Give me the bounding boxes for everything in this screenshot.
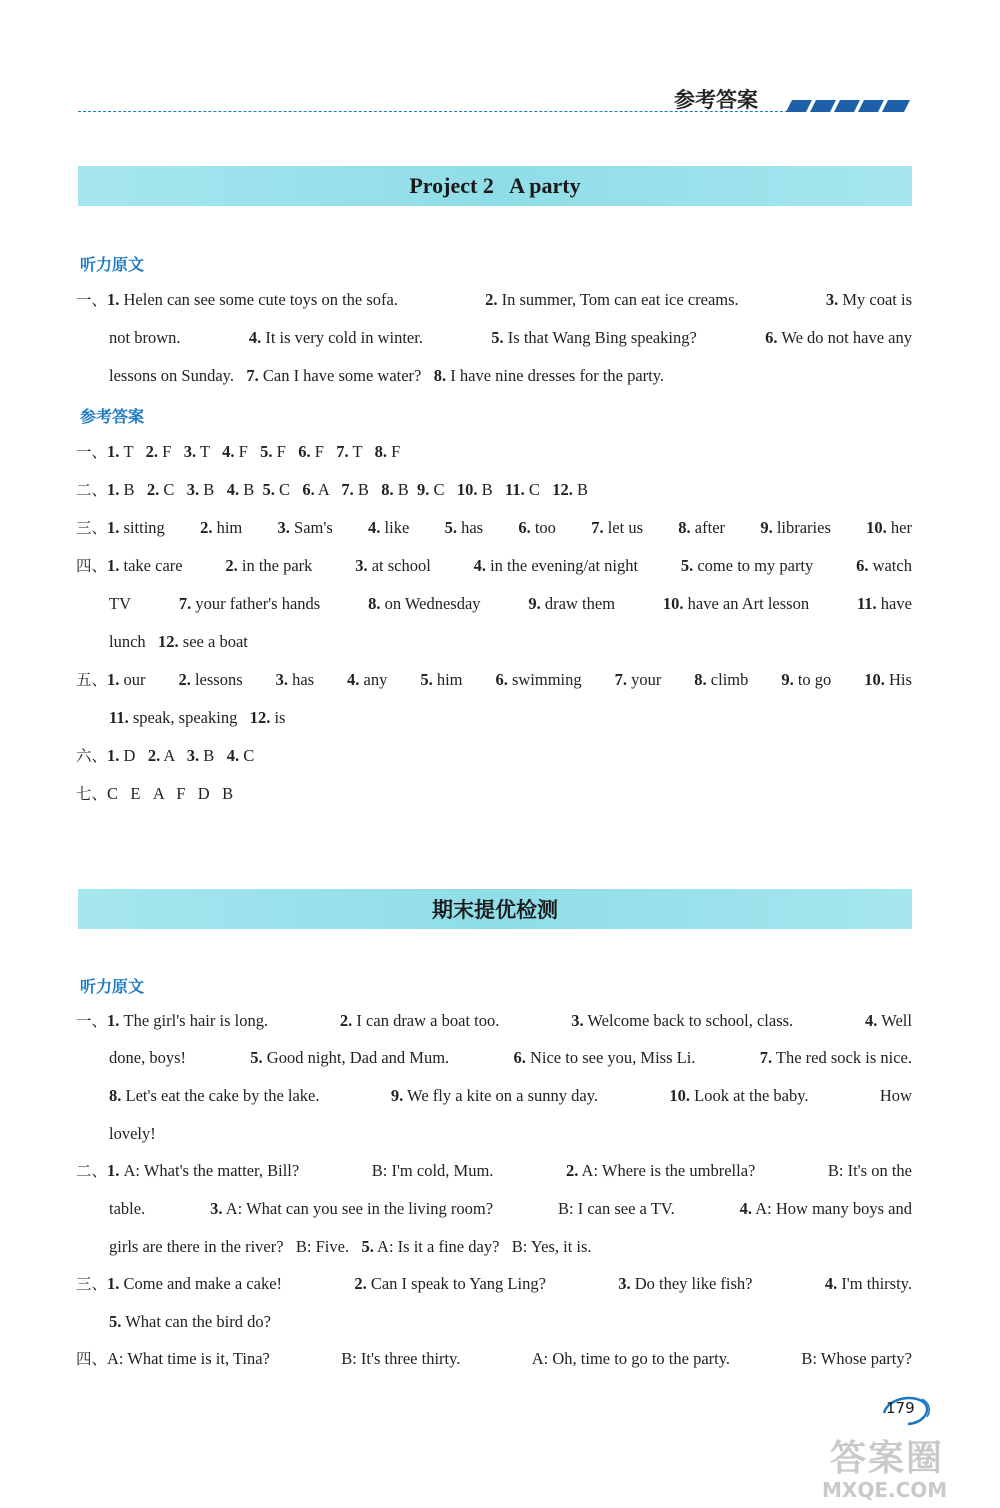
answer-line: 11. speak, speaking 12. is	[109, 708, 286, 727]
answer-line: TV 7. your father's hands 8. on Wednesday 9. draw them 10. have an Art lesson 11. have	[109, 594, 912, 613]
watermark	[822, 1430, 997, 1505]
listening-line: lessons on Sunday. 7. Can I have some water? 8. I have nine dresses for the party.	[109, 366, 665, 385]
answers-heading: 参考答案	[80, 407, 145, 426]
listening-line: 8. Let's eat the cake by the lake. 9. We fly a kite on a sunny day. 10. Look at the baby. How	[109, 1086, 912, 1105]
listening-line: not brown. 4. It is very cold in winter. 5. Is that Wang Bing speaking? 6. We do not have any	[109, 328, 912, 347]
listening-heading: 听力原文	[80, 255, 145, 274]
listening-line: lovely!	[109, 1124, 156, 1143]
answer-line: lunch 12. see a boat	[109, 632, 248, 651]
header-title: 参考答案	[674, 88, 758, 112]
page-number-badge	[878, 1391, 932, 1427]
listening-line: table. 3. A: What can you see in the living room? B: I can see a TV. 4. A: How many boys and	[109, 1199, 912, 1218]
answer-line: 七、C E A F D B	[76, 784, 234, 803]
answer-line: 五、1. our 2. lessons 3. has 4. any 5. him 6. swimming 7. your 8. climb 9. to go 10. His	[76, 670, 912, 689]
answer-line: 四、1. take care 2. in the park 3. at school 4. in the evening/at night 5. come to my party 6. watch	[76, 556, 912, 575]
listening-line: 5. What can the bird do?	[109, 1312, 271, 1331]
section-title: 期末提优检测	[432, 898, 558, 922]
listening-line: 四、A: What time is it, Tina? B: It's three thirty. A: Oh, time to go to the party. B: Whose party?	[76, 1349, 912, 1368]
answer-line: 一、1. T 2. F 3. T 4. F 5. F 6. F 7. T 8. F	[76, 442, 401, 461]
section-banner-project2	[78, 166, 912, 206]
section-banner-final-test	[78, 889, 912, 929]
header-stripes-decoration	[782, 98, 912, 114]
section-title: Project 2 A party	[409, 173, 581, 198]
listening-heading: 听力原文	[80, 977, 145, 996]
listening-line: 三、1. Come and make a cake! 2. Can I speak to Yang Ling? 3. Do they like fish? 4. I'm thirsty.	[76, 1274, 912, 1293]
listening-line: done, boys! 5. Good night, Dad and Mum. 6. Nice to see you, Miss Li. 7. The red sock is nice.	[109, 1048, 912, 1067]
watermark-logo: 答案圈	[830, 1438, 945, 1479]
page-number: 179	[886, 1399, 915, 1417]
listening-line: girls are there in the river? B: Five. 5. A: Is it a fine day? B: Yes, it is.	[109, 1237, 592, 1256]
watermark-url: MXQE.COM	[822, 1478, 948, 1502]
answer-line: 三、1. sitting 2. him 3. Sam's 4. like 5. has 6. too 7. let us 8. after 9. libraries 10. her	[76, 518, 912, 537]
listening-line: 二、1. A: What's the matter, Bill? B: I'm cold, Mum. 2. A: Where is the umbrella? B: It's on the	[76, 1161, 912, 1180]
listening-line: 一、1. The girl's hair is long. 2. I can draw a boat too. 3. Welcome back to school, class. 4. Well	[76, 1011, 912, 1030]
answer-line: 六、1. D 2. A 3. B 4. C	[76, 746, 255, 765]
answer-line: 二、1. B 2. C 3. B 4. B 5. C 6. A 7. B 8. B 9. C 10. B 11. C 12. B	[76, 480, 589, 499]
listening-line: 一、1. Helen can see some cute toys on the sofa. 2. In summer, Tom can eat ice creams. 3. My coat is	[76, 290, 912, 309]
